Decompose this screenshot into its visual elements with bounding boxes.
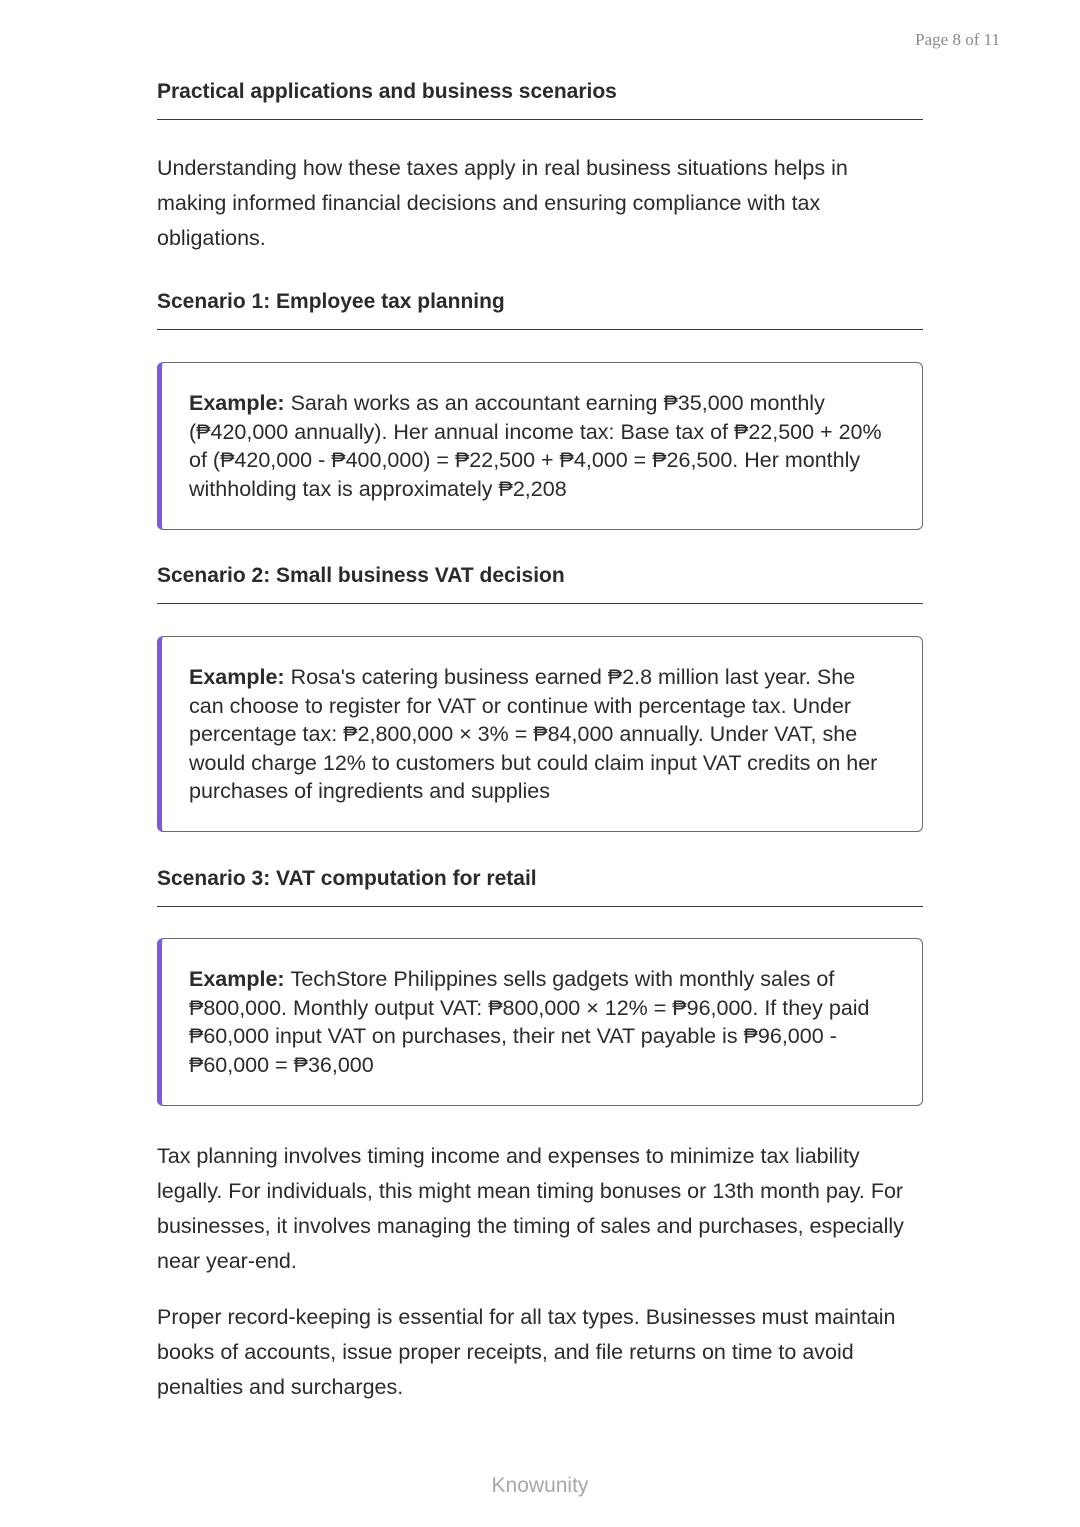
example-label: Example: — [189, 665, 291, 689]
tax-planning-paragraph: Tax planning involves timing income and expenses to minimize tax liability legally. For individuals, this might mean timing bonuses or 13th month pay. For businesses, it involves managing the timing of sales and purchases, especially near year-end. — [157, 1144, 904, 1273]
scenario-1-title: Scenario 1: Employee tax planning — [157, 289, 923, 330]
page-number: Page 8 of 11 — [915, 30, 1000, 49]
scenario-3-example-box — [157, 938, 923, 1106]
scenario-3-title: Scenario 3: VAT computation for retail — [157, 866, 923, 907]
intro-paragraph: Understanding how these taxes apply in real business situations helps in making informed financial decisions and ensuring compliance with tax obligations. — [157, 156, 848, 250]
footer-brand: Knowunity — [491, 1474, 589, 1497]
example-label: Example: — [189, 391, 291, 415]
scenario-1-example-box — [157, 362, 923, 530]
scenario-1-example-text: Sarah works as an accountant earning ₱35,000 monthly (₱420,000 annually). Her annual income tax: Base tax of ₱22,500 + 20% of (₱420,000 - ₱400,000) = ₱22,500 + ₱4,000 = ₱26,500. Her monthly withholding tax is approximately ₱2,208 — [189, 391, 882, 501]
section-title: Practical applications and business scenarios — [157, 79, 923, 120]
scenario-2-example-box — [157, 636, 923, 832]
scenario-2-example-text: Rosa's catering business earned ₱2.8 million last year. She can choose to register for VAT or continue with percentage tax. Under percentage tax: ₱2,800,000 × 3% = ₱84,000 annually. Under VAT, she would charge 12% to customers but could claim input VAT credits on her purchases of ingredients and supplies — [189, 665, 878, 803]
scenario-3-example-text: TechStore Philippines sells gadgets with monthly sales of ₱800,000. Monthly output VAT: ₱800,000 × 12% = ₱96,000. If they paid ₱60,000 input VAT on purchases, their net VAT payable is ₱96,000 - ₱60,000 = ₱36,000 — [189, 967, 870, 1077]
example-label: Example: — [189, 967, 291, 991]
scenario-2-title: Scenario 2: Small business VAT decision — [157, 563, 923, 604]
record-keeping-paragraph: Proper record-keeping is essential for all tax types. Businesses must maintain books of accounts, issue proper receipts, and file returns on time to avoid penalties and surcharges. — [157, 1305, 896, 1399]
